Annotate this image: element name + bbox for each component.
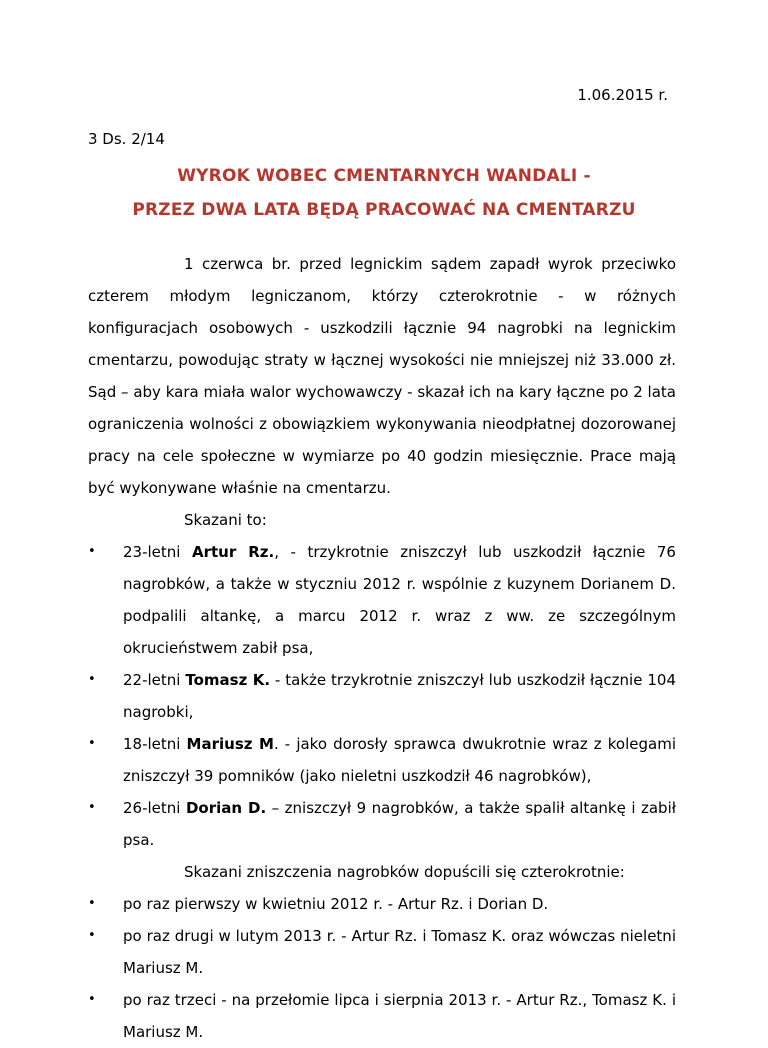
incident-text: po raz trzeci - na przełomie lipca i sierpnia 2013 r. - Artur Rz., Tomasz K. i Mariusz M. — [123, 991, 676, 1041]
bullet-icon: • — [88, 736, 96, 751]
document-date: 1.06.2015 r. — [577, 86, 668, 104]
convicted-prefix: 23-letni — [123, 543, 192, 561]
document-body — [88, 248, 676, 1048]
incident-text: po raz pierwszy w kwietniu 2012 r. - Artur Rz. i Dorian D. — [123, 895, 549, 913]
convicted-description: , - trzykrotnie zniszczył lub uszkodził łącznie 76 nagrobków, a także w styczniu 2012 r. wspólnie z kuzynem Dorianem D. podpalili altankę, a marcu 2012 r. wraz z ww. ze szczególnym okrucieństwem zabił psa, — [123, 543, 676, 657]
convicted-name: Artur Rz. — [191, 543, 275, 561]
bullet-icon: • — [88, 800, 96, 815]
list-item — [88, 536, 676, 664]
bullet-icon: • — [88, 672, 96, 687]
convicted-prefix: 22-letni — [123, 671, 186, 689]
convicted-name: Tomasz K. — [185, 671, 271, 689]
intro-paragraph: 1 czerwca br. przed legnickim sądem zapadł wyrok przeciwko czterem młodym legniczanom, którzy czterokrotnie - w różnych konfiguracjach osobowych - uszkodzili łącznie 94 nagrobki na legnickim cmentarzu, powodując straty w łącznej wysokości nie mniejszej niż 33.000 zł. Sąd – aby kara miała walor wychowawczy - skazał ich na kary łączne po 2 lata ograniczenia wolności z obowiązkiem wykonywania nieodpłatnej dozorowanej pracy na cele społeczne w wymiarze po 40 godzin miesięcznie. Prace mają być wykonywane właśnie na cmentarzu. — [88, 255, 676, 497]
bullet-icon: • — [88, 992, 96, 1007]
convicted-prefix: 26-letni — [123, 799, 186, 817]
convicted-description: . - jako dorosły sprawca dwukrotnie wraz z kolegami zniszczył 39 pomników (jako nieletni uszkodził 46 nagrobków), — [123, 735, 676, 785]
convicted-heading: Skazani to: — [184, 511, 267, 529]
list-item — [88, 728, 676, 792]
list-item — [88, 664, 676, 728]
incidents-heading: Skazani zniszczenia nagrobków dopuścili się czterokrotnie: — [184, 863, 625, 881]
convicted-name: Mariusz M — [186, 735, 274, 753]
bullet-icon: • — [88, 896, 96, 911]
convicted-prefix: 18-letni — [123, 735, 187, 753]
headline-line-2: PRZEZ DWA LATA BĘDĄ PRACOWAĆ NA CMENTARZU — [132, 200, 636, 220]
bullet-icon: • — [88, 544, 96, 559]
convicted-list — [88, 536, 676, 856]
incident-text: po raz drugi w lutym 2013 r. - Artur Rz. i Tomasz K. oraz wówczas nieletni Mariusz M. — [123, 927, 676, 977]
list-item — [88, 888, 676, 920]
list-item — [88, 920, 676, 984]
convicted-description: - także trzykrotnie zniszczył lub uszkodził łącznie 104 nagrobki, — [123, 671, 676, 721]
bullet-icon: • — [88, 928, 96, 943]
convicted-description: – zniszczył 9 nagrobków, a także spalił altankę i zabił psa. — [123, 799, 676, 849]
headline-line-1: WYROK WOBEC CMENTARNYCH WANDALI - — [177, 166, 591, 186]
case-number: 3 Ds. 2/14 — [88, 130, 165, 148]
convicted-name: Dorian D. — [185, 799, 267, 817]
incidents-list — [88, 888, 676, 1048]
list-item — [88, 792, 676, 856]
